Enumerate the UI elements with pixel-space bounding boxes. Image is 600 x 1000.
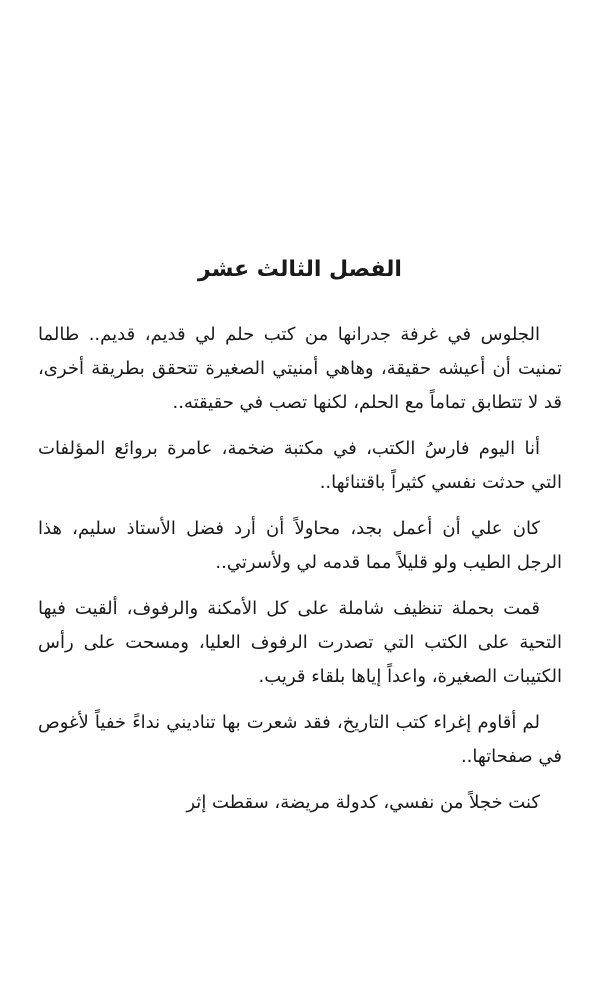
paragraph: كان علي أن أعمل بجد، محاولاً أن أرد فضل الأستاذ سليم، هذا الرجل الطيب ولو قليلاً مما قدمه لي ولأسرتي.. — [38, 518, 562, 573]
chapter-title: الفصل الثالث عشر — [198, 257, 402, 282]
paragraph: أنا اليوم فارسُ الكتب، في مكتبة ضخمة، عامرة بروائع المؤلفات التي حدثت نفسي كثيراً باقتنائها.. — [38, 438, 562, 493]
paragraph: لم أقاوم إغراء كتب التاريخ، فقد شعرت بها تناديني نداءً خفياً لأغوص في صفحاتها.. — [38, 712, 562, 767]
paragraph: كنت خجلاً من نفسي، كدولة مريضة، سقطت إثر — [186, 792, 540, 813]
paragraph: قمت بحملة تنظيف شاملة على كل الأمكنة والرفوف، ألقيت فيها التحية على الكتب التي تصدرت الرفوف العليا، ومسحت على رأس الكتيبات الصغيرة، واعداً إياها بلقاء قريب. — [38, 598, 562, 687]
chapter-body — [38, 318, 562, 832]
paragraph: الجلوس في غرفة جدرانها من كتب حلم لي قديم، قديم.. طالما تمنيت أن أعيشه حقيقة، وهاهي أمنيتي الصغيرة تتحقق بطريقة أخرى، قد لا تتطابق تماماً مع الحلم، لكنها تصب في حقيقته.. — [38, 324, 562, 413]
